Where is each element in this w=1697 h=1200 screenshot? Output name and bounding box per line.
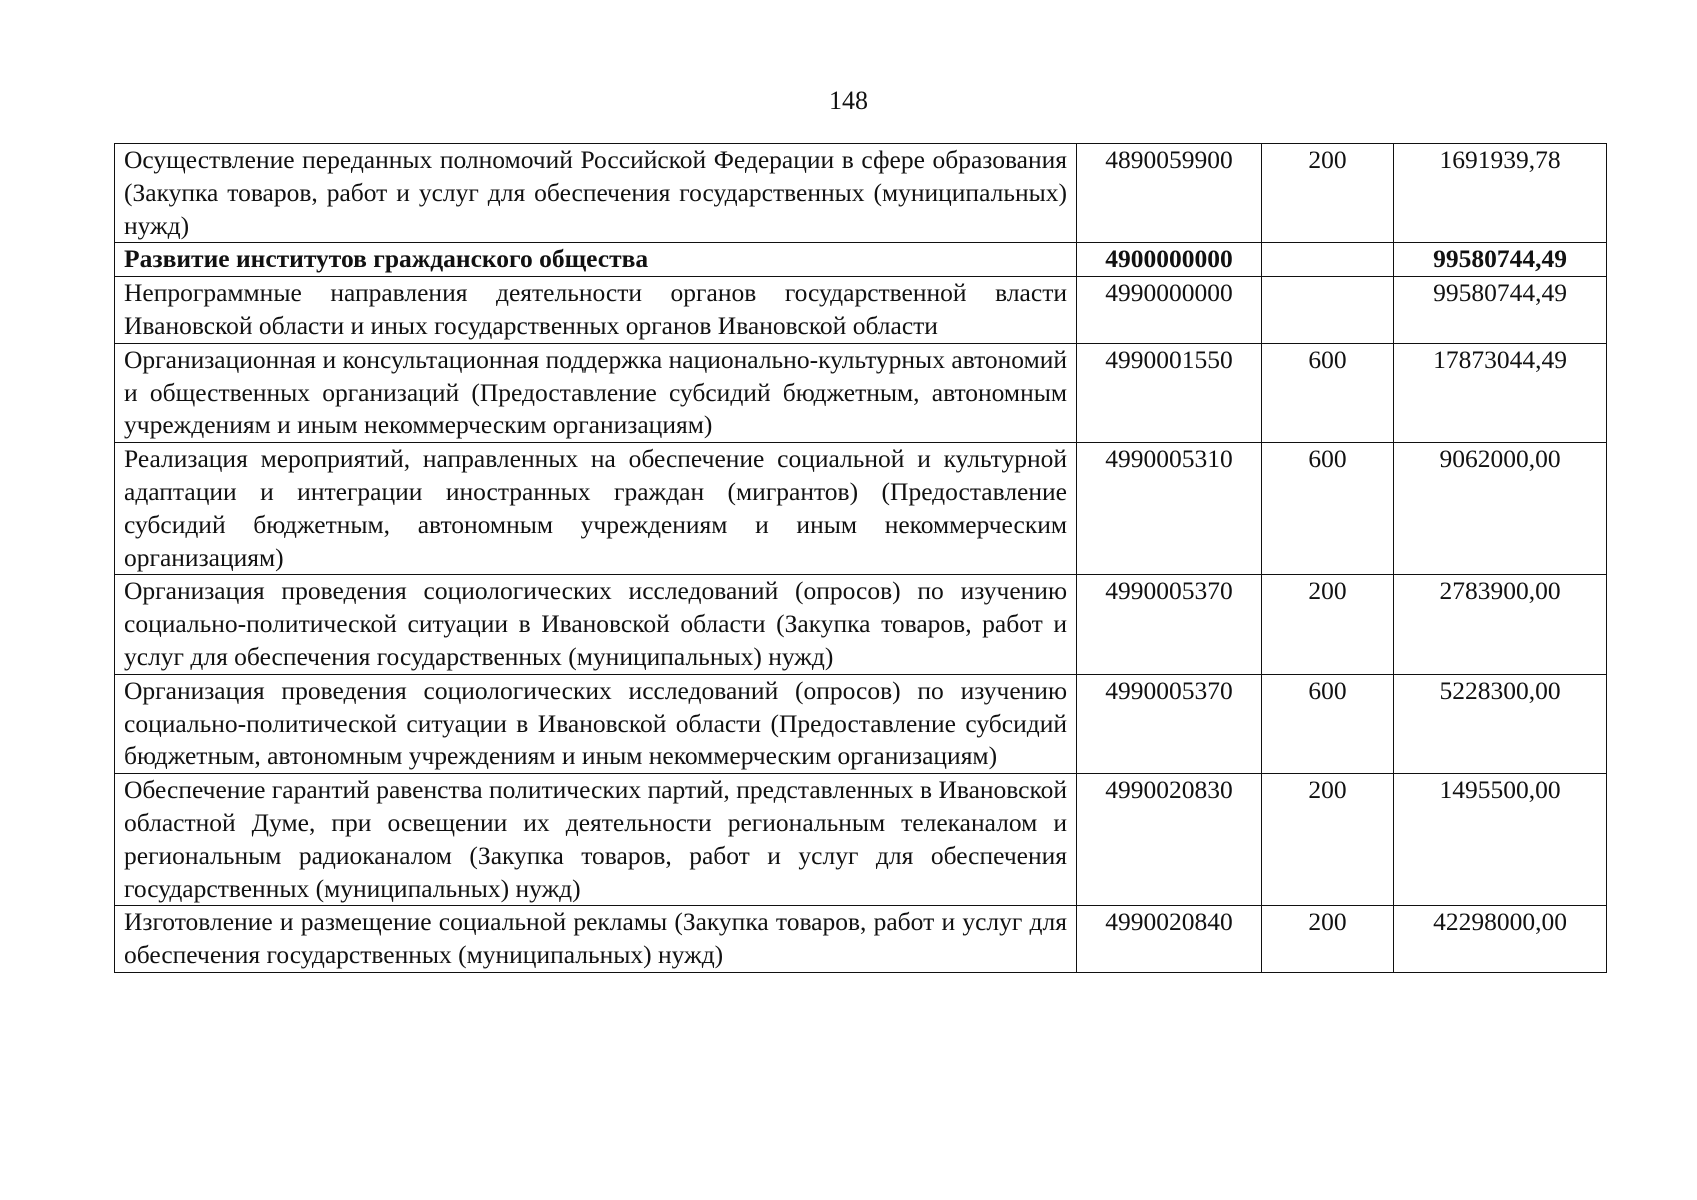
row-name-cell: Организация проведения социологических исследований (опросов) по изучению социально-политической ситуации в Ивановской области (Закупка товаров, работ и услуг для обеспечения государственных (муниципальных) нужд) bbox=[115, 575, 1077, 674]
row-code-cell: 4990001550 bbox=[1077, 343, 1262, 442]
row-name-cell: Непрограммные направления деятельности органов государственной власти Ивановской области и иных государственных органов Ивановской области bbox=[115, 277, 1077, 344]
row-code-cell: 4990020830 bbox=[1077, 774, 1262, 906]
row-type-cell: 600 bbox=[1262, 343, 1394, 442]
table-row bbox=[115, 443, 1607, 575]
row-code-cell: 4990005370 bbox=[1077, 575, 1262, 674]
row-amount-cell: 9062000,00 bbox=[1394, 443, 1607, 575]
row-type-cell: 600 bbox=[1262, 443, 1394, 575]
row-name-cell: Развитие институтов гражданского общества bbox=[115, 243, 1077, 277]
budget-table bbox=[114, 143, 1607, 973]
table-row bbox=[115, 343, 1607, 442]
row-type-cell: 200 bbox=[1262, 144, 1394, 243]
row-type-cell bbox=[1262, 243, 1394, 277]
table-row bbox=[115, 144, 1607, 243]
row-amount-cell: 42298000,00 bbox=[1394, 906, 1607, 973]
row-type-cell: 200 bbox=[1262, 906, 1394, 973]
table-row bbox=[115, 906, 1607, 973]
row-name-cell: Изготовление и размещение социальной рекламы (Закупка товаров, работ и услуг для обеспечения государственных (муниципальных) нужд) bbox=[115, 906, 1077, 973]
row-code-cell: 4990005370 bbox=[1077, 674, 1262, 773]
row-amount-cell: 2783900,00 bbox=[1394, 575, 1607, 674]
table-row bbox=[115, 774, 1607, 906]
row-type-cell: 600 bbox=[1262, 674, 1394, 773]
row-name-cell: Организация проведения социологических исследований (опросов) по изучению социально-политической ситуации в Ивановской области (Предоставление субсидий бюджетным, автономным учреждениям и иным некоммерческим организациям) bbox=[115, 674, 1077, 773]
row-amount-cell: 99580744,49 bbox=[1394, 243, 1607, 277]
row-code-cell: 4900000000 bbox=[1077, 243, 1262, 277]
row-amount-cell: 1691939,78 bbox=[1394, 144, 1607, 243]
row-name-cell: Реализация мероприятий, направленных на обеспечение социальной и культурной адаптации и интеграции иностранных граждан (мигрантов) (Предоставление субсидий бюджетным, автономным учреждениям и иным некоммерческим организациям) bbox=[115, 443, 1077, 575]
row-code-cell: 4990020840 bbox=[1077, 906, 1262, 973]
table-row bbox=[115, 575, 1607, 674]
row-amount-cell: 1495500,00 bbox=[1394, 774, 1607, 906]
row-name-cell: Организационная и консультационная поддержка национально-культурных автономий и общественных организаций (Предоставление субсидий бюджетным, автономным учреждениям и иным некоммерческим организациям) bbox=[115, 343, 1077, 442]
row-type-cell: 200 bbox=[1262, 774, 1394, 906]
row-code-cell: 4890059900 bbox=[1077, 144, 1262, 243]
table-row bbox=[115, 243, 1607, 277]
row-type-cell: 200 bbox=[1262, 575, 1394, 674]
table-row bbox=[115, 277, 1607, 344]
row-amount-cell: 5228300,00 bbox=[1394, 674, 1607, 773]
page-number: 148 bbox=[829, 86, 868, 115]
table-row bbox=[115, 674, 1607, 773]
row-name-cell: Обеспечение гарантий равенства политических партий, представленных в Ивановской областной Думе, при освещении их деятельности региональным телеканалом и региональным радиоканалом (Закупка товаров, работ и услуг для обеспечения государственных (муниципальных) нужд) bbox=[115, 774, 1077, 906]
row-code-cell: 4990005310 bbox=[1077, 443, 1262, 575]
row-amount-cell: 17873044,49 bbox=[1394, 343, 1607, 442]
row-amount-cell: 99580744,49 bbox=[1394, 277, 1607, 344]
row-name-cell: Осуществление переданных полномочий Российской Федерации в сфере образования (Закупка товаров, работ и услуг для обеспечения государственных (муниципальных) нужд) bbox=[115, 144, 1077, 243]
row-type-cell bbox=[1262, 277, 1394, 344]
row-code-cell: 4990000000 bbox=[1077, 277, 1262, 344]
